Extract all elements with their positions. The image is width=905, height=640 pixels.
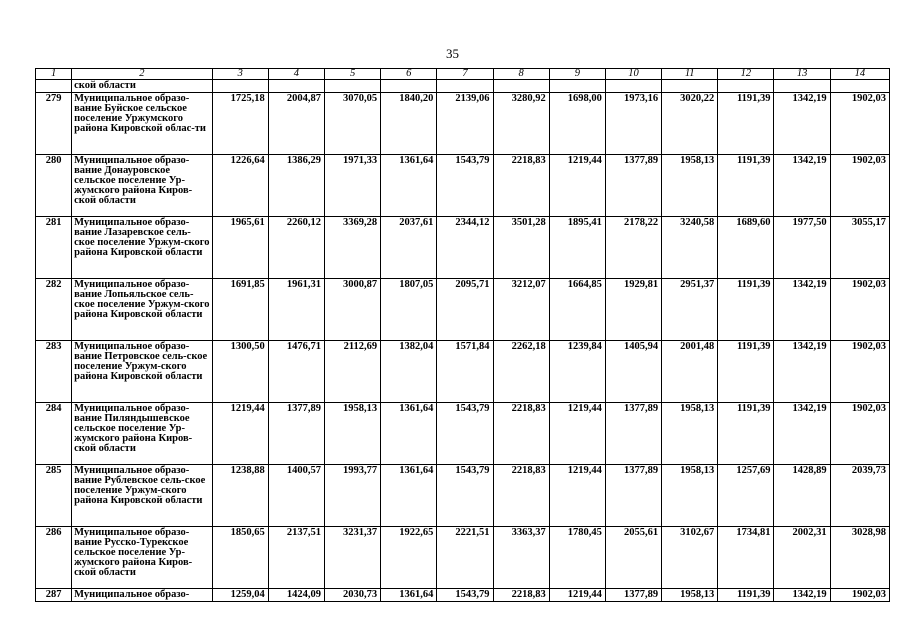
value-cell: 1571,84	[437, 341, 493, 403]
value-cell: 3102,67	[662, 527, 718, 589]
value-cell	[718, 80, 774, 93]
value-cell: 1543,79	[437, 403, 493, 465]
value-cell: 2139,06	[437, 93, 493, 155]
row-name-cell: Муниципальное образо-вание Русско-Турекское сельское поселение Ур-жумского района Киров-ской области	[72, 527, 212, 589]
row-index-cell: 286	[36, 527, 72, 589]
column-header: 10	[605, 69, 661, 80]
value-cell: 2002,31	[774, 527, 830, 589]
value-cell: 3028,98	[830, 527, 889, 589]
value-cell: 1977,50	[774, 217, 830, 279]
value-cell	[549, 80, 605, 93]
value-cell: 1386,29	[268, 155, 324, 217]
value-cell: 2218,83	[493, 465, 549, 527]
row-index-cell: 285	[36, 465, 72, 527]
row-name-cell: Муниципальное образо-вание Лазаревское сель-ское поселение Уржум-ского района Кировской области	[72, 217, 212, 279]
value-cell: 1902,03	[830, 341, 889, 403]
value-cell: 1543,79	[437, 465, 493, 527]
column-header: 8	[493, 69, 549, 80]
value-cell: 1191,39	[718, 403, 774, 465]
value-cell: 1902,03	[830, 403, 889, 465]
value-cell: 1361,64	[381, 589, 437, 602]
value-cell: 1400,57	[268, 465, 324, 527]
table-row	[36, 527, 890, 589]
value-cell: 3369,28	[324, 217, 380, 279]
value-cell: 1382,04	[381, 341, 437, 403]
value-cell	[437, 80, 493, 93]
column-header: 5	[324, 69, 380, 80]
column-header: 6	[381, 69, 437, 80]
value-cell: 1902,03	[830, 93, 889, 155]
value-cell: 1973,16	[605, 93, 661, 155]
value-cell: 2039,73	[830, 465, 889, 527]
table-row	[36, 403, 890, 465]
row-index-cell: 280	[36, 155, 72, 217]
column-header: 13	[774, 69, 830, 80]
row-index-cell: 279	[36, 93, 72, 155]
value-cell: 1342,19	[774, 155, 830, 217]
value-cell: 1965,61	[212, 217, 268, 279]
value-cell: 1476,71	[268, 341, 324, 403]
value-cell: 2055,61	[605, 527, 661, 589]
value-cell: 1850,65	[212, 527, 268, 589]
value-cell: 1239,84	[549, 341, 605, 403]
value-cell: 1405,94	[605, 341, 661, 403]
value-cell: 1377,89	[605, 155, 661, 217]
value-cell: 1958,13	[324, 403, 380, 465]
value-cell: 1922,65	[381, 527, 437, 589]
value-cell: 2260,12	[268, 217, 324, 279]
value-cell: 3280,92	[493, 93, 549, 155]
column-header: 14	[830, 69, 889, 80]
value-cell: 1342,19	[774, 341, 830, 403]
row-name-cell: Муниципальное образо-вание Лопьяльское сель-ское поселение Уржум-ского района Кировской области	[72, 279, 212, 341]
value-cell: 1377,89	[605, 403, 661, 465]
data-table	[35, 68, 890, 602]
table-row	[36, 465, 890, 527]
value-cell: 2004,87	[268, 93, 324, 155]
row-name-cell: Муниципальное образо-вание Петровское сель-ское поселение Уржум-ского района Кировской области	[72, 341, 212, 403]
row-name-cell: Муниципальное образо-вание Рублевское сель-ское поселение Уржум-ского района Кировской области	[72, 465, 212, 527]
column-header: 9	[549, 69, 605, 80]
value-cell: 1958,13	[662, 403, 718, 465]
value-cell	[830, 80, 889, 93]
value-cell: 3363,37	[493, 527, 549, 589]
value-cell: 1219,44	[549, 403, 605, 465]
value-cell: 2951,37	[662, 279, 718, 341]
value-cell: 2218,83	[493, 155, 549, 217]
column-header: 12	[718, 69, 774, 80]
value-cell: 1191,39	[718, 93, 774, 155]
value-cell: 3020,22	[662, 93, 718, 155]
value-cell: 2137,51	[268, 527, 324, 589]
value-cell: 3501,28	[493, 217, 549, 279]
value-cell: 2262,18	[493, 341, 549, 403]
value-cell: 2112,69	[324, 341, 380, 403]
value-cell: 2037,61	[381, 217, 437, 279]
row-index-cell: 281	[36, 217, 72, 279]
value-cell: 1219,44	[549, 155, 605, 217]
value-cell: 1342,19	[774, 589, 830, 602]
value-cell	[605, 80, 661, 93]
value-cell: 1219,44	[212, 403, 268, 465]
row-name-cell: ской области	[72, 80, 212, 93]
value-cell: 1257,69	[718, 465, 774, 527]
row-name-cell: Муниципальное образо-вание Пиляндышевское сельское поселение Ур-жумского района Киров-ской области	[72, 403, 212, 465]
table-row	[36, 155, 890, 217]
value-cell: 3055,17	[830, 217, 889, 279]
value-cell: 3231,37	[324, 527, 380, 589]
value-cell: 1725,18	[212, 93, 268, 155]
value-cell: 2095,71	[437, 279, 493, 341]
table-row	[36, 93, 890, 155]
value-cell: 2218,83	[493, 403, 549, 465]
value-cell: 1424,09	[268, 589, 324, 602]
value-cell: 1698,00	[549, 93, 605, 155]
column-header: 4	[268, 69, 324, 80]
value-cell: 1734,81	[718, 527, 774, 589]
value-cell: 3212,07	[493, 279, 549, 341]
value-cell: 1377,89	[605, 465, 661, 527]
row-name-cell: Муниципальное образо-вание Донауровское сельское поселение Ур-жумского района Киров-ской области	[72, 155, 212, 217]
value-cell: 1377,89	[268, 403, 324, 465]
value-cell: 1958,13	[662, 589, 718, 602]
value-cell: 1895,41	[549, 217, 605, 279]
continuation-row	[36, 80, 890, 93]
column-header-row	[36, 69, 890, 80]
row-index-cell: 282	[36, 279, 72, 341]
value-cell: 1226,64	[212, 155, 268, 217]
value-cell: 1259,04	[212, 589, 268, 602]
value-cell: 1543,79	[437, 155, 493, 217]
page-number: 35	[446, 46, 459, 61]
value-cell	[774, 80, 830, 93]
value-cell: 1219,44	[549, 589, 605, 602]
value-cell: 1902,03	[830, 589, 889, 602]
value-cell: 1238,88	[212, 465, 268, 527]
value-cell: 1342,19	[774, 279, 830, 341]
value-cell: 1958,13	[662, 465, 718, 527]
value-cell: 1780,45	[549, 527, 605, 589]
value-cell: 2344,12	[437, 217, 493, 279]
value-cell: 1377,89	[605, 589, 661, 602]
value-cell: 1840,20	[381, 93, 437, 155]
row-index-cell: 287	[36, 589, 72, 602]
row-name-cell: Муниципальное образо-вание Буйское сельское поселение Уржумского района Кировской облас-ти	[72, 93, 212, 155]
column-header: 2	[72, 69, 212, 80]
value-cell: 2001,48	[662, 341, 718, 403]
value-cell: 3070,05	[324, 93, 380, 155]
value-cell: 1689,60	[718, 217, 774, 279]
value-cell: 1958,13	[662, 155, 718, 217]
value-cell: 2221,51	[437, 527, 493, 589]
row-index-cell	[36, 80, 72, 93]
value-cell: 1300,50	[212, 341, 268, 403]
value-cell: 1807,05	[381, 279, 437, 341]
value-cell: 1929,81	[605, 279, 661, 341]
value-cell: 1191,39	[718, 279, 774, 341]
value-cell: 1361,64	[381, 155, 437, 217]
value-cell: 1191,39	[718, 155, 774, 217]
column-header: 3	[212, 69, 268, 80]
value-cell	[268, 80, 324, 93]
value-cell: 1361,64	[381, 403, 437, 465]
value-cell	[662, 80, 718, 93]
value-cell: 1191,39	[718, 341, 774, 403]
column-header: 7	[437, 69, 493, 80]
value-cell: 1543,79	[437, 589, 493, 602]
value-cell: 2178,22	[605, 217, 661, 279]
value-cell: 1361,64	[381, 465, 437, 527]
value-cell: 1961,31	[268, 279, 324, 341]
value-cell: 3240,58	[662, 217, 718, 279]
value-cell: 3000,87	[324, 279, 380, 341]
value-cell	[381, 80, 437, 93]
table-row	[36, 341, 890, 403]
value-cell: 1342,19	[774, 403, 830, 465]
table-row	[36, 279, 890, 341]
table-row	[36, 217, 890, 279]
row-index-cell: 284	[36, 403, 72, 465]
row-name-cell: Муниципальное образо-	[72, 589, 212, 602]
value-cell: 1902,03	[830, 279, 889, 341]
value-cell: 2030,73	[324, 589, 380, 602]
value-cell: 1993,77	[324, 465, 380, 527]
value-cell: 1342,19	[774, 93, 830, 155]
value-cell: 1664,85	[549, 279, 605, 341]
column-header: 11	[662, 69, 718, 80]
value-cell: 1428,89	[774, 465, 830, 527]
value-cell: 1691,85	[212, 279, 268, 341]
value-cell	[493, 80, 549, 93]
value-cell: 1902,03	[830, 155, 889, 217]
row-index-cell: 283	[36, 341, 72, 403]
value-cell: 2218,83	[493, 589, 549, 602]
value-cell	[212, 80, 268, 93]
column-header: 1	[36, 69, 72, 80]
value-cell: 1219,44	[549, 465, 605, 527]
value-cell: 1971,33	[324, 155, 380, 217]
table-row	[36, 589, 890, 602]
value-cell	[324, 80, 380, 93]
value-cell: 1191,39	[718, 589, 774, 602]
